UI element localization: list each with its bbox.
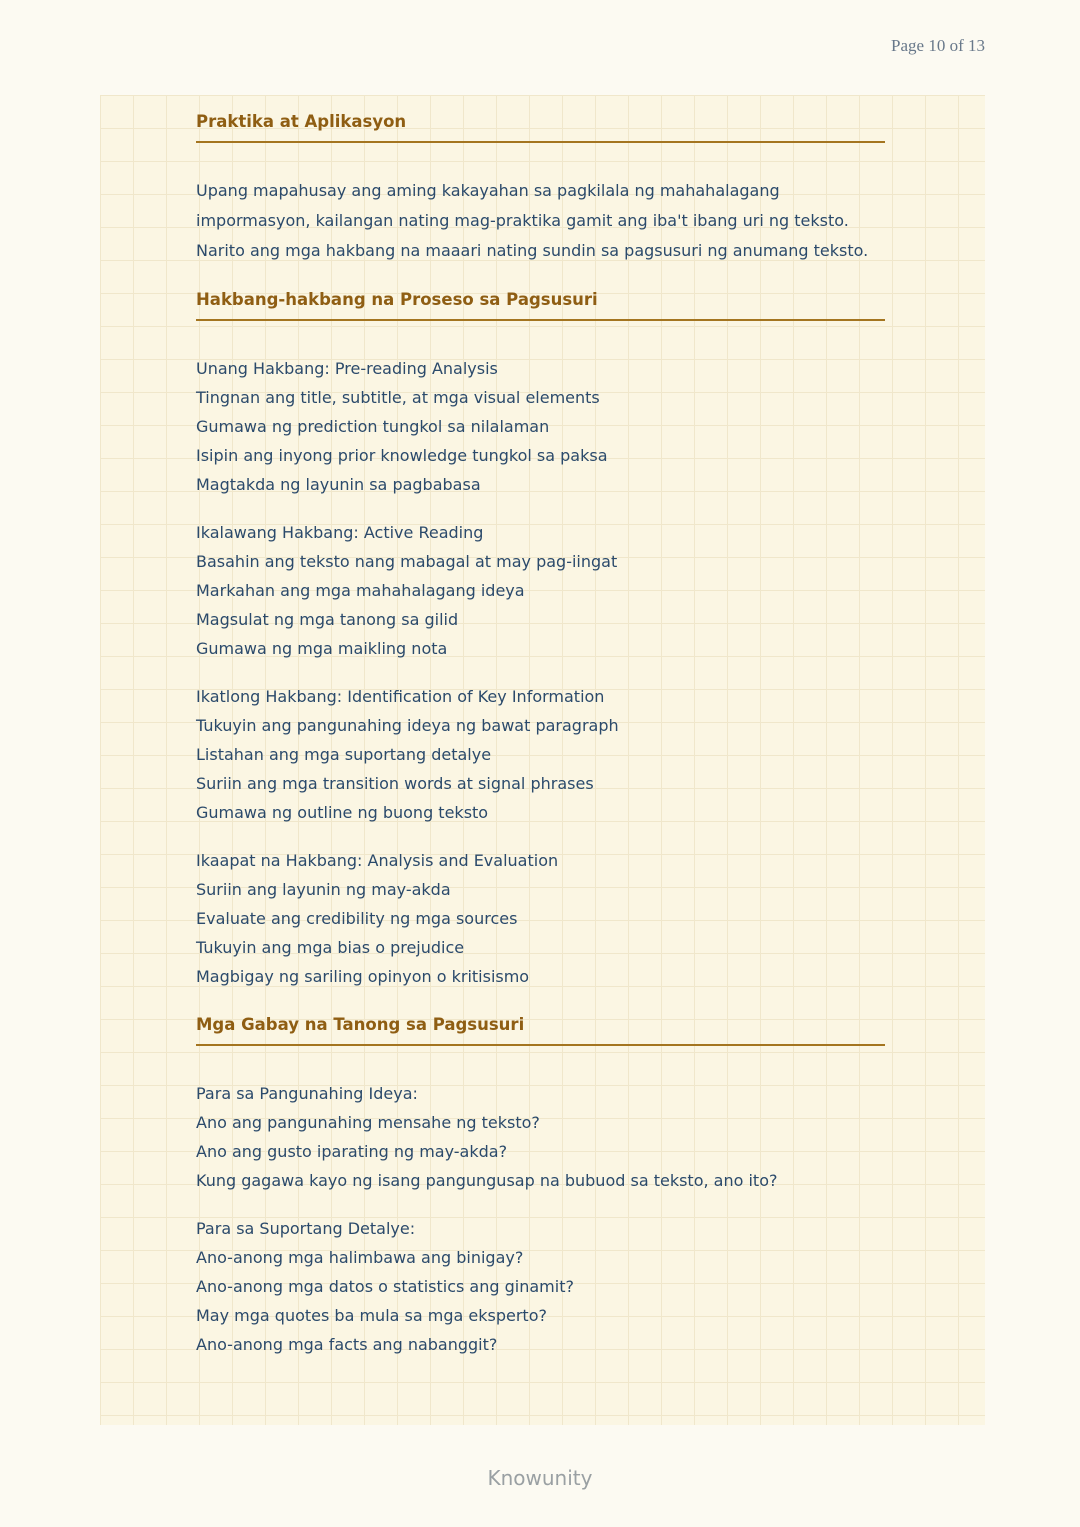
grid-paper <box>100 95 985 1425</box>
text-line: Listahan ang mga suportang detalye <box>196 745 492 764</box>
text-line: Markahan ang mga mahahalagang ideya <box>196 581 525 600</box>
text-line: Ikalawang Hakbang: Active Reading <box>196 523 484 542</box>
text-line: Suriin ang mga transition words at signal phrases <box>196 774 594 793</box>
text-line: Ano-anong mga datos o statistics ang ginamit? <box>196 1277 574 1296</box>
line-group <box>196 846 885 991</box>
text-line: Suriin ang layunin ng may-akda <box>196 880 451 899</box>
text-line: Unang Hakbang: Pre-reading Analysis <box>196 359 498 378</box>
text-line: Gumawa ng mga maikling nota <box>196 639 448 658</box>
text-line: Evaluate ang credibility ng mga sources <box>196 909 518 928</box>
text-line: Magbigay ng sariling opinyon o kritisismo <box>196 967 530 986</box>
notes-content <box>100 95 985 1414</box>
text-line: Ano-anong mga facts ang nabanggit? <box>196 1335 498 1354</box>
text-line: Magtakda ng layunin sa pagbabasa <box>196 475 481 494</box>
text-line: Gumawa ng prediction tungkol sa nilalaman <box>196 417 550 436</box>
text-line: Ano-anong mga halimbawa ang binigay? <box>196 1248 524 1267</box>
text-line: Magsulat ng mga tanong sa gilid <box>196 610 459 629</box>
section-heading: Hakbang-hakbang na Proseso sa Pagsusuri <box>196 290 885 321</box>
section-heading: Mga Gabay na Tanong sa Pagsusuri <box>196 1015 885 1046</box>
line-group <box>196 682 885 827</box>
line-group <box>196 1079 885 1195</box>
section-heading: Praktika at Aplikasyon <box>196 112 885 143</box>
text-line: Para sa Suportang Detalye: <box>196 1219 416 1238</box>
text-line: Tukuyin ang pangunahing ideya ng bawat paragraph <box>196 716 619 735</box>
text-line: Tingnan ang title, subtitle, at mga visual elements <box>196 388 600 407</box>
text-line: Para sa Pangunahing Ideya: <box>196 1084 418 1103</box>
text-line: Basahin ang teksto nang mabagal at may pag-iingat <box>196 552 618 571</box>
text-line: Gumawa ng outline ng buong teksto <box>196 803 489 822</box>
text-line: Ano ang gusto iparating ng may-akda? <box>196 1142 508 1161</box>
text-line: Ikaapat na Hakbang: Analysis and Evaluation <box>196 851 559 870</box>
text-line: May mga quotes ba mula sa mga eksperto? <box>196 1306 547 1325</box>
text-line: Tukuyin ang mga bias o prejudice <box>196 938 465 957</box>
line-group <box>196 518 885 663</box>
paragraph: Upang mapahusay ang aming kakayahan sa pagkilala ng mahahalagang impormasyon, kailangan nating mag-praktika gamit ang iba't ibang uri ng teksto. Narito ang mga hakbang na maaari nating sundin sa pagsusuri ng anumang teksto. <box>196 181 869 260</box>
footer-brand: Knowunity <box>487 1466 593 1490</box>
text-line: Ano ang pangunahing mensahe ng teksto? <box>196 1113 540 1132</box>
page-number: Page 10 of 13 <box>891 36 985 55</box>
text-line: Kung gagawa kayo ng isang pangungusap na bubuod sa teksto, ano ito? <box>196 1171 778 1190</box>
line-group <box>196 354 885 499</box>
line-group <box>196 1214 885 1359</box>
text-line: Ikatlong Hakbang: Identification of Key Information <box>196 687 605 706</box>
text-line: Isipin ang inyong prior knowledge tungkol sa paksa <box>196 446 608 465</box>
